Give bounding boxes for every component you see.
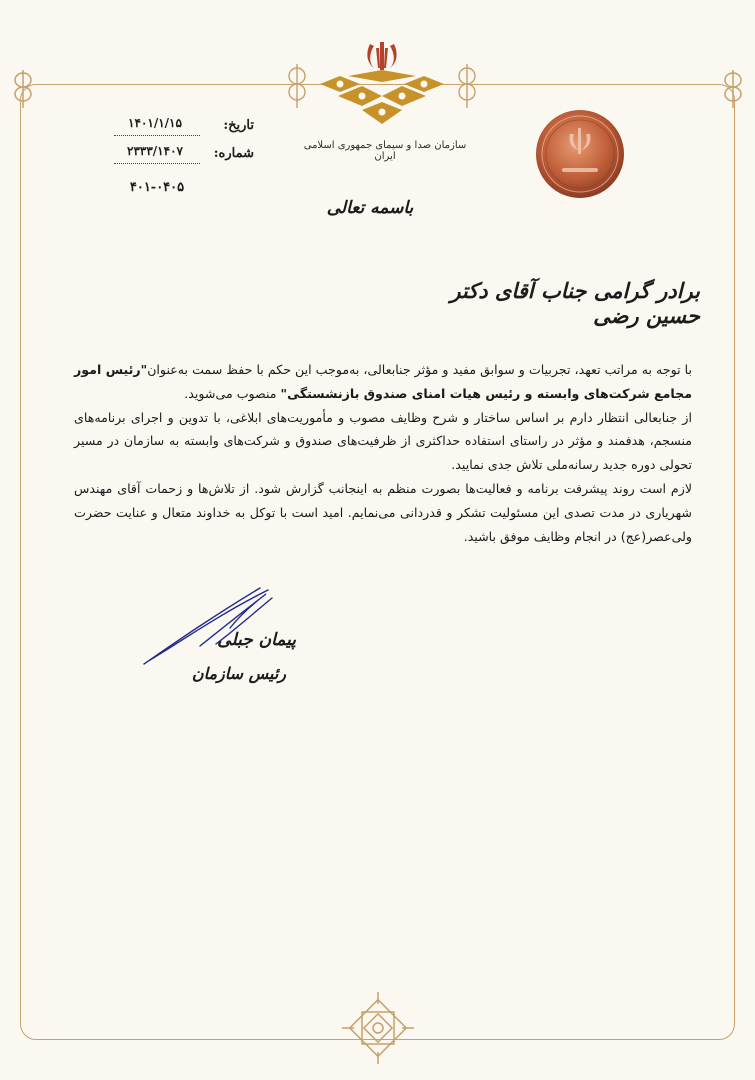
number-label: شماره: bbox=[213, 146, 254, 161]
paragraph-1-intro: با توجه به مراتب تعهد، تجربیات و سوابق مفید و مؤثر جنابعالی، به‌موجب این حکم با حفظ سمت به‌عنوان bbox=[147, 362, 692, 377]
reference-code: ۴۰۱-۰۴۰۵ bbox=[129, 180, 185, 195]
signer-name: پیمان جبلی bbox=[217, 630, 296, 650]
signer-title: رئیس سازمان bbox=[191, 664, 286, 683]
decorative-frame bbox=[20, 84, 735, 1040]
header-left-knot-icon bbox=[282, 64, 312, 108]
date-dotted-line bbox=[114, 135, 200, 136]
bottom-ornament-icon bbox=[340, 990, 416, 1066]
number-dotted-line bbox=[114, 163, 200, 164]
number-value: ۲۳۳۳/۱۴۰۷ bbox=[127, 144, 183, 158]
paragraph-3: لازم است روند پیشرفت برنامه و فعالیت‌ها بصورت منظم به اینجانب گزارش شود. از تلاش‌ها و زحمات آقای مهندس شهریاری در مدت تصدی این مسئولیت تشکر و قدردانی می‌نمایم. امید است با توکل به خداوند متعال و عنایت حضرت ولی‌عصر(عج) در انجام وظایف موفق باشید. bbox=[74, 480, 692, 544]
organization-name: سازمان صدا و سیمای جمهوری اسلامی ایران bbox=[303, 140, 467, 162]
appointment-title: "رئیس امور مجامع شرکت‌های وابسته و رئیس هیات امنای صندوق بازنشستگی" bbox=[74, 362, 692, 401]
paragraph-1-end: منصوب می‌شوید. bbox=[184, 385, 281, 401]
number-field bbox=[110, 146, 254, 166]
bismillah-heading: باسمه تعالی bbox=[326, 198, 414, 218]
date-value: ۱۴۰۱/۱/۱۵ bbox=[128, 116, 182, 130]
letter-body bbox=[74, 358, 692, 548]
irib-logo-icon bbox=[318, 40, 446, 126]
date-field bbox=[110, 118, 254, 138]
handwritten-signature bbox=[140, 584, 280, 670]
left-knot-icon bbox=[10, 70, 36, 108]
paragraph-1 bbox=[74, 358, 692, 406]
official-seal-stamp bbox=[534, 108, 626, 200]
right-knot-icon bbox=[720, 70, 746, 108]
header-right-knot-icon bbox=[452, 64, 482, 108]
paragraph-2: از جنابعالی انتظار دارم بر اساس ساختار و شرح وظایف مصوب و مأموریت‌های ابلاغی، با تدوین و اجرای برنامه‌های منسجم، هدفمند و مؤثر در راستای استفاده حداکثری از ظرفیت‌های صندوق و شرکت‌های وابسته به سازمان در مسیر تحولی دوره جدید رسانه‌ملی تلاش جدی نمایید. bbox=[74, 409, 692, 473]
date-label: تاریخ: bbox=[223, 118, 254, 133]
salutation: برادر گرامی جناب آقای دکتر حسین رضی bbox=[450, 278, 700, 328]
